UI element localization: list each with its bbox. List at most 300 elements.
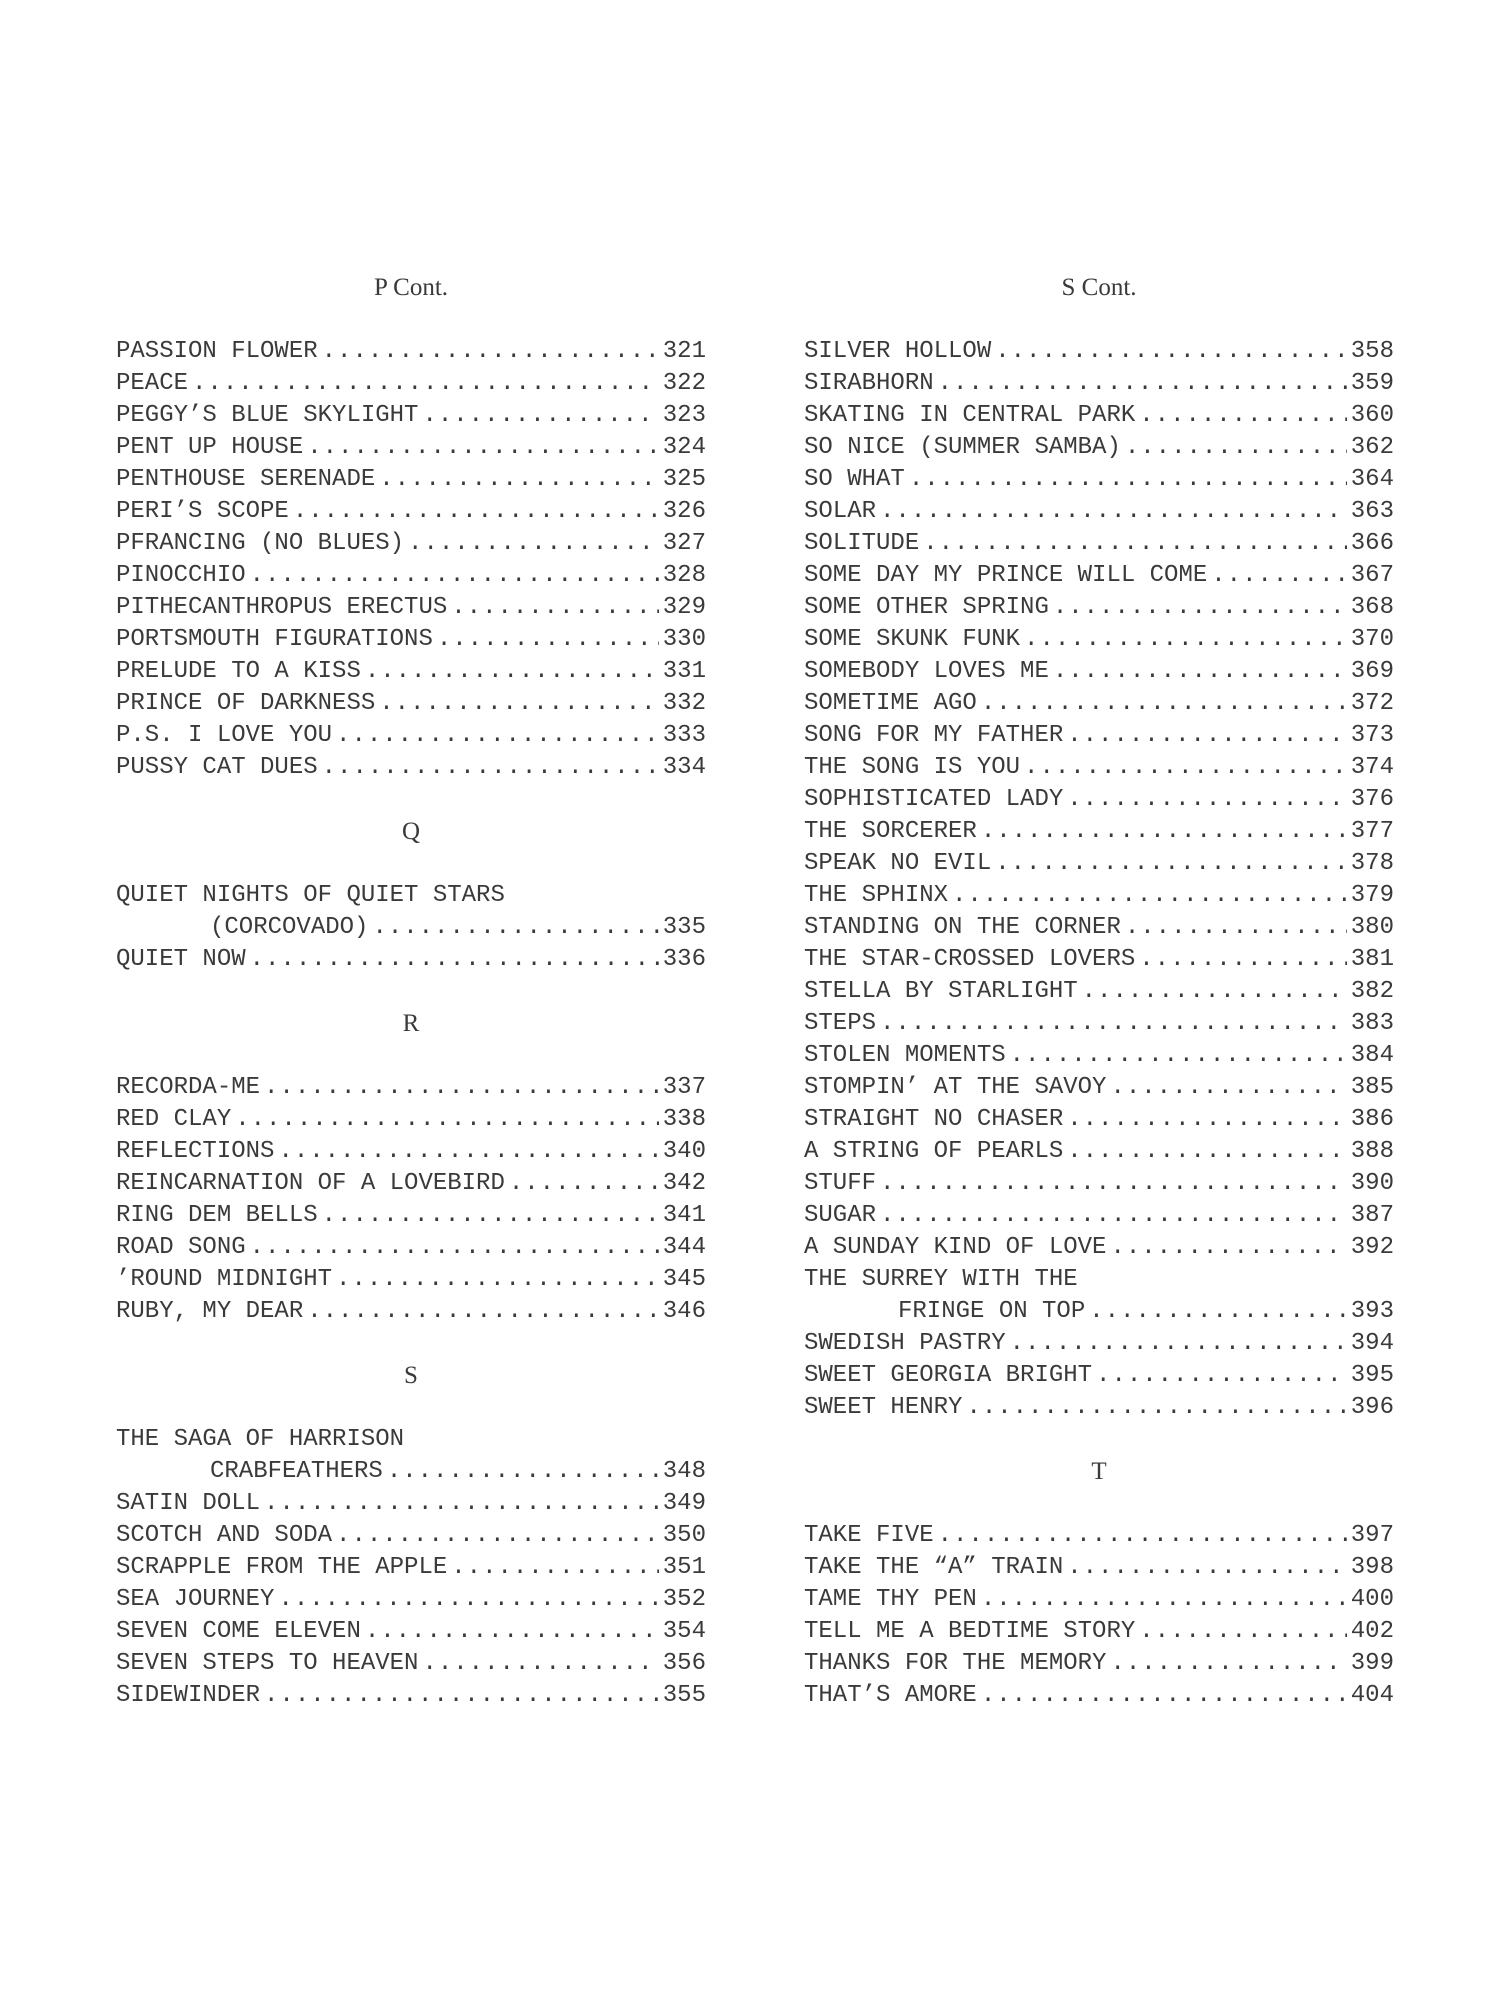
entry-title: SOLAR	[804, 498, 877, 525]
entry-page-number: 358	[1350, 338, 1394, 365]
dot-leader	[1053, 656, 1347, 688]
index-entry	[804, 1200, 1394, 1232]
index-entry	[804, 1072, 1394, 1104]
entry-page-number: 373	[1350, 722, 1394, 749]
dot-leader	[966, 1392, 1346, 1424]
index-entry	[116, 528, 706, 560]
dot-leader	[880, 1008, 1347, 1040]
index-entry	[116, 1680, 706, 1712]
entry-title: RECORDA-ME	[116, 1074, 261, 1101]
dot-leader	[1067, 1104, 1347, 1136]
entry-title: PITHECANTHROPUS ERECTUS	[116, 594, 448, 621]
entry-title: SO NICE (SUMMER SAMBA)	[804, 434, 1121, 461]
index-column-right	[804, 272, 1394, 1712]
entry-page-number: 335	[662, 914, 706, 941]
entry-title: PASSION FLOWER	[116, 338, 318, 365]
entry-page-number: 398	[1350, 1554, 1394, 1581]
entry-page-number: 327	[662, 530, 706, 557]
entry-page-number: 333	[662, 722, 706, 749]
entry-title: RED CLAY	[116, 1106, 232, 1133]
index-entry	[116, 1200, 706, 1232]
dot-leader	[278, 1136, 658, 1168]
dot-leader	[1089, 1296, 1347, 1328]
entry-title: CRABFEATHERS	[210, 1458, 383, 1485]
index-entry	[116, 1136, 706, 1168]
index-entry	[804, 1040, 1394, 1072]
entry-page-number: 399	[1350, 1650, 1394, 1677]
entry-page-number: 400	[1350, 1586, 1394, 1613]
entry-page-number: 383	[1350, 1010, 1394, 1037]
index-entry	[804, 816, 1394, 848]
entry-page-number: 402	[1350, 1618, 1394, 1645]
spacer	[116, 976, 706, 1008]
entry-page-number: 367	[1350, 562, 1394, 589]
index-entry	[116, 944, 706, 976]
dot-leader	[981, 1680, 1347, 1712]
dot-leader	[1010, 1328, 1347, 1360]
dot-leader	[422, 1648, 658, 1680]
index-entry	[804, 432, 1394, 464]
entry-title: PORTSMOUTH FIGURATIONS	[116, 626, 433, 653]
dot-leader	[1067, 784, 1347, 816]
index-entry	[804, 880, 1394, 912]
dot-leader	[437, 624, 659, 656]
dot-leader	[250, 1232, 659, 1264]
index-entry	[804, 528, 1394, 560]
index-entry	[804, 464, 1394, 496]
entry-title: STOMPIN’ AT THE SAVOY	[804, 1074, 1107, 1101]
entry-title: SOMETIME AGO	[804, 690, 977, 717]
spacer	[116, 784, 706, 816]
entry-page-number: 326	[662, 498, 706, 525]
index-entry	[804, 1104, 1394, 1136]
index-entry	[804, 848, 1394, 880]
dot-leader	[1139, 1616, 1347, 1648]
entry-title: SWEET HENRY	[804, 1394, 963, 1421]
index-entry	[116, 464, 706, 496]
spacer	[116, 848, 706, 880]
entry-page-number: 380	[1350, 914, 1394, 941]
spacer	[116, 1328, 706, 1360]
entry-page-number: 354	[662, 1618, 706, 1645]
index-entry	[116, 1584, 706, 1616]
entry-title: TAKE THE “A” TRAIN	[804, 1554, 1064, 1581]
entry-title: SILVER HOLLOW	[804, 338, 992, 365]
index-entry	[116, 1648, 706, 1680]
index-entry	[804, 1328, 1394, 1360]
index-entry	[804, 496, 1394, 528]
entry-title: PRINCE OF DARKNESS	[116, 690, 376, 717]
index-list	[804, 336, 1394, 1712]
entry-page-number: 378	[1350, 850, 1394, 877]
entry-page-number: 351	[662, 1554, 706, 1581]
entry-page-number: 328	[662, 562, 706, 589]
index-entry	[116, 496, 706, 528]
index-entry-continuation	[804, 1296, 1394, 1328]
entry-page-number: 388	[1350, 1138, 1394, 1165]
dot-leader	[1139, 944, 1347, 976]
entry-title: THANKS FOR THE MEMORY	[804, 1650, 1107, 1677]
entry-page-number: 323	[662, 402, 706, 429]
entry-title: SOME DAY MY PRINCE WILL COME	[804, 562, 1208, 589]
index-entry	[804, 368, 1394, 400]
index-entry	[804, 1008, 1394, 1040]
entry-title: SCOTCH AND SODA	[116, 1522, 333, 1549]
entry-page-number: 340	[662, 1138, 706, 1165]
dot-leader	[307, 432, 659, 464]
entry-title: SOME OTHER SPRING	[804, 594, 1049, 621]
entry-title: FRINGE ON TOP	[898, 1298, 1086, 1325]
index-entry	[116, 1264, 706, 1296]
dot-leader	[192, 368, 659, 400]
section-letter: T	[1091, 1458, 1107, 1485]
entry-page-number: 392	[1350, 1234, 1394, 1261]
index-entry	[804, 1264, 1394, 1296]
entry-title: REINCARNATION OF A LOVEBIRD	[116, 1170, 505, 1197]
entry-title: THE SURREY WITH THE	[804, 1266, 1078, 1293]
entry-title: STRAIGHT NO CHASER	[804, 1106, 1064, 1133]
dot-leader	[1110, 1072, 1346, 1104]
dot-leader	[336, 1264, 659, 1296]
dot-leader	[235, 1104, 659, 1136]
dot-leader	[509, 1168, 659, 1200]
entry-title: SOMEBODY LOVES ME	[804, 658, 1049, 685]
dot-leader	[1067, 1552, 1347, 1584]
index-entry	[116, 656, 706, 688]
index-entry	[804, 624, 1394, 656]
index-column-left	[116, 272, 706, 1712]
dot-leader	[995, 336, 1347, 368]
index-entry	[804, 1168, 1394, 1200]
dot-leader	[1125, 432, 1347, 464]
entry-page-number: 360	[1350, 402, 1394, 429]
entry-page-number: 394	[1350, 1330, 1394, 1357]
entry-page-number: 355	[662, 1682, 706, 1709]
dot-leader	[923, 528, 1347, 560]
dot-leader	[293, 496, 659, 528]
entry-title: STUFF	[804, 1170, 877, 1197]
index-entry	[804, 1552, 1394, 1584]
entry-page-number: 356	[662, 1650, 706, 1677]
entry-title: SEA JOURNEY	[116, 1586, 275, 1613]
dot-leader	[365, 656, 659, 688]
dot-leader	[451, 592, 659, 624]
entry-title: STOLEN MOMENTS	[804, 1042, 1006, 1069]
entry-page-number: 342	[662, 1170, 706, 1197]
dot-leader	[1053, 592, 1347, 624]
column-heading: P Cont.	[373, 274, 449, 301]
dot-leader	[250, 944, 659, 976]
entry-title: ROAD SONG	[116, 1234, 246, 1261]
dot-leader	[322, 752, 659, 784]
entry-title: SWEET GEORGIA BRIGHT	[804, 1362, 1093, 1389]
index-entry	[116, 592, 706, 624]
entry-page-number: 397	[1350, 1522, 1394, 1549]
index-entry	[116, 624, 706, 656]
section-letter: S	[404, 1362, 418, 1389]
spacer	[804, 1488, 1394, 1520]
entry-page-number: 346	[662, 1298, 706, 1325]
dot-leader	[307, 1296, 659, 1328]
index-entry	[804, 1648, 1394, 1680]
index-entry	[804, 1520, 1394, 1552]
entry-title: PEACE	[116, 370, 189, 397]
dot-leader	[1139, 400, 1347, 432]
entry-page-number: 366	[1350, 530, 1394, 557]
index-entry	[804, 336, 1394, 368]
entry-page-number: 364	[1350, 466, 1394, 493]
entry-title: PENT UP HOUSE	[116, 434, 304, 461]
dot-leader	[1067, 1136, 1347, 1168]
entry-title: PERI’S SCOPE	[116, 498, 289, 525]
dot-leader	[1067, 720, 1347, 752]
index-entry	[804, 1136, 1394, 1168]
entry-title: THE SONG IS YOU	[804, 754, 1021, 781]
entry-page-number: 390	[1350, 1170, 1394, 1197]
dot-leader	[1110, 1648, 1346, 1680]
dot-leader	[1211, 560, 1347, 592]
index-list	[116, 336, 706, 1712]
dot-leader	[408, 528, 659, 560]
dot-leader	[981, 1584, 1347, 1616]
entry-title: TAKE FIVE	[804, 1522, 934, 1549]
dot-leader	[1125, 912, 1347, 944]
entry-page-number: 395	[1350, 1362, 1394, 1389]
dot-leader	[322, 336, 659, 368]
dot-leader	[938, 368, 1347, 400]
index-entry	[804, 400, 1394, 432]
entry-title: THE STAR-CROSSED LOVERS	[804, 946, 1136, 973]
entry-page-number: 338	[662, 1106, 706, 1133]
entry-title: THE SORCERER	[804, 818, 977, 845]
dot-leader	[336, 1520, 659, 1552]
entry-page-number: 330	[662, 626, 706, 653]
index-entry	[116, 432, 706, 464]
entry-title: TAME THY PEN	[804, 1586, 977, 1613]
dot-leader	[451, 1552, 659, 1584]
index-entry	[804, 784, 1394, 816]
entry-title: SOPHISTICATED LADY	[804, 786, 1064, 813]
entry-title: SWEDISH PASTRY	[804, 1330, 1006, 1357]
index-entry	[804, 592, 1394, 624]
entry-page-number: 362	[1350, 434, 1394, 461]
dot-leader	[264, 1072, 659, 1104]
dot-leader	[981, 688, 1347, 720]
entry-title: RING DEM BELLS	[116, 1202, 318, 1229]
section-letter: R	[402, 1010, 420, 1037]
entry-title: SCRAPPLE FROM THE APPLE	[116, 1554, 448, 1581]
entry-page-number: 329	[662, 594, 706, 621]
index-entry	[116, 336, 706, 368]
entry-title: SEVEN COME ELEVEN	[116, 1618, 361, 1645]
entry-title: SATIN DOLL	[116, 1490, 261, 1517]
entry-page-number: 370	[1350, 626, 1394, 653]
entry-page-number: 337	[662, 1074, 706, 1101]
index-entry	[116, 1296, 706, 1328]
entry-page-number: 368	[1350, 594, 1394, 621]
entry-page-number: 377	[1350, 818, 1394, 845]
entry-title: SEVEN STEPS TO HEAVEN	[116, 1650, 419, 1677]
index-entry	[804, 720, 1394, 752]
dot-leader	[422, 400, 658, 432]
dot-leader	[952, 880, 1347, 912]
entry-title: QUIET NIGHTS OF QUIET STARS	[116, 882, 505, 909]
spacer	[116, 1040, 706, 1072]
index-entry	[116, 400, 706, 432]
index-entry	[116, 720, 706, 752]
dot-leader	[1010, 1040, 1347, 1072]
entry-title: SIDEWINDER	[116, 1682, 261, 1709]
dot-leader	[250, 560, 659, 592]
entry-title: SIRABHORN	[804, 370, 934, 397]
entry-title: (CORCOVADO)	[210, 914, 369, 941]
index-entry	[116, 1168, 706, 1200]
entry-page-number: 344	[662, 1234, 706, 1261]
entry-title: SUGAR	[804, 1202, 877, 1229]
index-entry	[804, 752, 1394, 784]
entry-title: SOLITUDE	[804, 530, 920, 557]
spacer	[116, 1392, 706, 1424]
section-letter: Q	[401, 818, 421, 845]
entry-title: SOME SKUNK FUNK	[804, 626, 1021, 653]
entry-page-number: 321	[662, 338, 706, 365]
entry-title: SONG FOR MY FATHER	[804, 722, 1064, 749]
dot-leader	[278, 1584, 658, 1616]
entry-page-number: 382	[1350, 978, 1394, 1005]
dot-leader	[1096, 1360, 1347, 1392]
entry-page-number: 385	[1350, 1074, 1394, 1101]
index-entry	[116, 1520, 706, 1552]
entry-title: PRELUDE TO A KISS	[116, 658, 361, 685]
index-entry	[116, 1552, 706, 1584]
entry-title: STEPS	[804, 1010, 877, 1037]
dot-leader	[1110, 1232, 1346, 1264]
index-entry	[116, 752, 706, 784]
entry-page-number: 322	[662, 370, 706, 397]
entry-title: THE SPHINX	[804, 882, 949, 909]
entry-title: THE SAGA OF HARRISON	[116, 1426, 405, 1453]
dot-leader	[387, 1456, 659, 1488]
entry-title: P.S. I LOVE YOU	[116, 722, 333, 749]
entry-page-number: 387	[1350, 1202, 1394, 1229]
entry-page-number: 350	[662, 1522, 706, 1549]
index-entry	[804, 1584, 1394, 1616]
dot-leader	[880, 1168, 1347, 1200]
index-entry-continuation	[116, 1456, 706, 1488]
entry-title: RUBY, MY DEAR	[116, 1298, 304, 1325]
dot-leader	[322, 1200, 659, 1232]
index-entry-continuation	[116, 912, 706, 944]
entry-page-number: 349	[662, 1490, 706, 1517]
entry-page-number: 359	[1350, 370, 1394, 397]
index-entry	[116, 880, 706, 912]
entry-page-number: 393	[1350, 1298, 1394, 1325]
entry-title: STELLA BY STARLIGHT	[804, 978, 1078, 1005]
dot-leader	[909, 464, 1347, 496]
dot-leader	[880, 1200, 1347, 1232]
entry-page-number: 376	[1350, 786, 1394, 813]
entry-page-number: 352	[662, 1586, 706, 1613]
dot-leader	[365, 1616, 659, 1648]
entry-page-number: 396	[1350, 1394, 1394, 1421]
entry-title: REFLECTIONS	[116, 1138, 275, 1165]
dot-leader	[995, 848, 1347, 880]
entry-page-number: 336	[662, 946, 706, 973]
entry-title: QUIET NOW	[116, 946, 246, 973]
entry-title: THAT’S AMORE	[804, 1682, 977, 1709]
index-entry	[116, 1424, 706, 1456]
index-entry	[804, 560, 1394, 592]
index-entry	[116, 1616, 706, 1648]
index-entry	[116, 688, 706, 720]
index-entry	[116, 1488, 706, 1520]
dot-leader	[336, 720, 659, 752]
index-entry	[116, 1232, 706, 1264]
dot-leader	[981, 816, 1347, 848]
entry-title: TELL ME A BEDTIME STORY	[804, 1618, 1136, 1645]
dot-leader	[372, 912, 658, 944]
index-entry	[804, 976, 1394, 1008]
entry-page-number: 369	[1350, 658, 1394, 685]
index-entry	[804, 1392, 1394, 1424]
entry-title: PFRANCING (NO BLUES)	[116, 530, 405, 557]
entry-page-number: 381	[1350, 946, 1394, 973]
index-entry	[116, 368, 706, 400]
dot-leader	[880, 496, 1347, 528]
entry-title: PEGGY’S BLUE SKYLIGHT	[116, 402, 419, 429]
entry-page-number: 384	[1350, 1042, 1394, 1069]
entry-title: PUSSY CAT DUES	[116, 754, 318, 781]
index-entry	[116, 1104, 706, 1136]
dot-leader	[938, 1520, 1347, 1552]
dot-leader	[379, 464, 659, 496]
dot-leader	[1082, 976, 1347, 1008]
dot-leader	[1024, 624, 1347, 656]
index-entry	[804, 656, 1394, 688]
dot-leader	[264, 1680, 659, 1712]
entry-title: ’ROUND MIDNIGHT	[116, 1266, 333, 1293]
entry-page-number: 404	[1350, 1682, 1394, 1709]
entry-page-number: 386	[1350, 1106, 1394, 1133]
index-entry	[804, 1680, 1394, 1712]
dot-leader	[379, 688, 659, 720]
entry-page-number: 348	[662, 1458, 706, 1485]
entry-page-number: 334	[662, 754, 706, 781]
index-entry	[116, 560, 706, 592]
entry-page-number: 324	[662, 434, 706, 461]
index-entry	[804, 1232, 1394, 1264]
entry-title: PENTHOUSE SERENADE	[116, 466, 376, 493]
index-entry	[804, 944, 1394, 976]
entry-page-number: 325	[662, 466, 706, 493]
entry-title: A STRING OF PEARLS	[804, 1138, 1064, 1165]
dot-leader	[1024, 752, 1347, 784]
index-entry	[804, 912, 1394, 944]
entry-title: PINOCCHIO	[116, 562, 246, 589]
entry-page-number: 379	[1350, 882, 1394, 909]
column-heading: S Cont.	[1061, 274, 1137, 301]
entry-page-number: 374	[1350, 754, 1394, 781]
index-entry	[116, 1072, 706, 1104]
entry-title: A SUNDAY KIND OF LOVE	[804, 1234, 1107, 1261]
entry-page-number: 345	[662, 1266, 706, 1293]
entry-title: SKATING IN CENTRAL PARK	[804, 402, 1136, 429]
spacer	[804, 1424, 1394, 1456]
entry-page-number: 341	[662, 1202, 706, 1229]
index-entry	[804, 1360, 1394, 1392]
index-entry	[804, 1616, 1394, 1648]
entry-title: SO WHAT	[804, 466, 905, 493]
